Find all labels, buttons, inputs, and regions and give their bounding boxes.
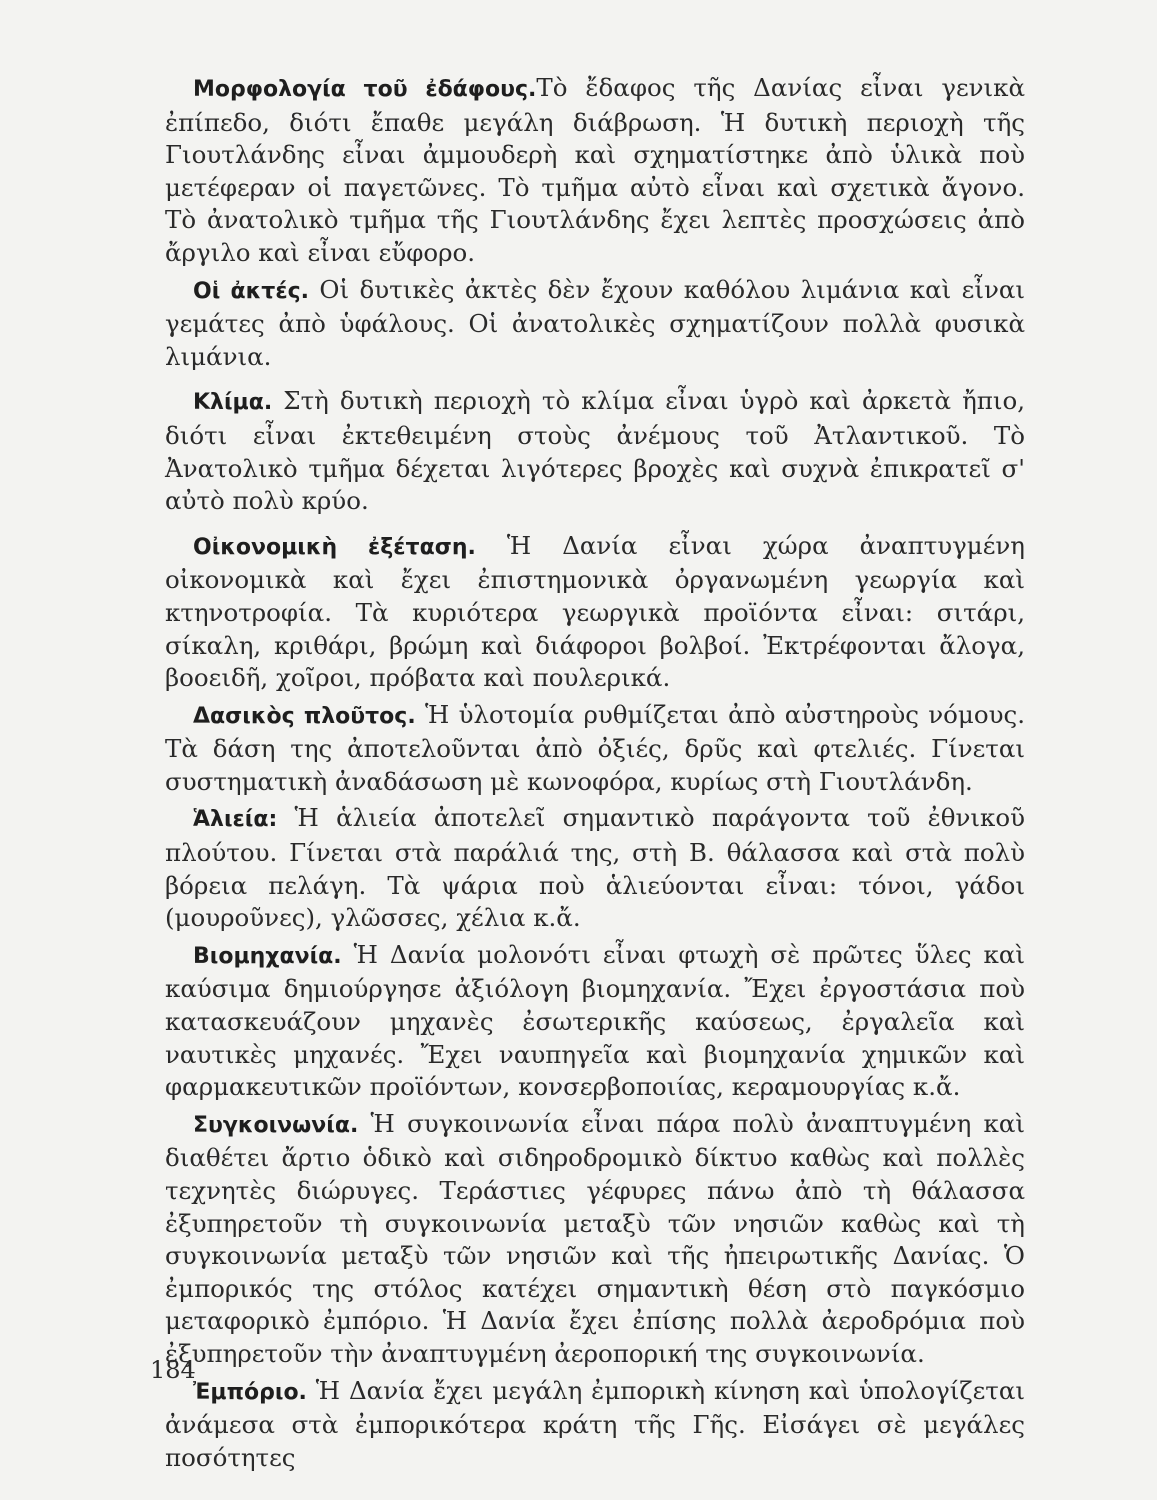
paragraph-soil-morphology — [165, 72, 1025, 270]
heading-forestry: Δασικὸς πλοῦτος. — [193, 703, 416, 729]
text-soil-morphology: Τὸ ἔδαφος τῆς Δανίας εἶναι γενικὰ ἐπίπεδο, διότι ἔπαθε μεγάλη διάβρωση. Ἡ δυτικὴ περιοχὴ τῆς Γιουτλάνδης εἶναι ἀμμουδερὴ καὶ σχηματίστηκε ἀπὸ ὑλικὰ ποὺ μετέφεραν οἱ παγετῶνες. Τὸ τμῆμα αὐτὸ εἶναι καὶ σχετικὰ ἄγονο. Τὸ ἀνατολικὸ τμῆμα τῆς Γιουτλάνδης ἔχει λεπτὲς προσχώσεις ἀπὸ ἄργιλο καὶ εἶναι εὔφορο. — [165, 73, 1026, 267]
text-coasts: Οἱ δυτικὲς ἀκτὲς δὲν ἔχουν καθόλου λιμάνια καὶ εἶναι γεμάτες ἀπὸ ὑφάλους. Οἱ ἀνατολικὲς σχηματίζουν πολλὰ φυσικὰ λιμάνια. — [165, 274, 1025, 371]
text-fishing: Ἡ ἁλιεία ἀποτελεῖ σημαντικὸ παράγοντα τοῦ ἐθνικοῦ πλούτου. Γίνεται στὰ παράλιά της, στὴ Β. θάλασσα καὶ στὰ πολὺ βόρεια πελάγη. Τὰ ψάρια ποὺ ἁλιεύονται εἶναι: τόνοι, γάδοι (μουροῦνες), γλῶσσες, χέλια κ.ἄ. — [165, 803, 1025, 933]
book-page-text — [165, 72, 1025, 1478]
text-forestry: Ἡ ὑλοτομία ρυθμίζεται ἀπὸ αὐστηροὺς νόμους. Τὰ δάση της ἀποτελοῦνται ἀπὸ ὀξιές, δρῦς καὶ φτελιές. Γίνεται συστηματικὴ ἀναδάσωση μὲ κωνοφόρα, κυρίως στὴ Γιουτλάνδη. — [165, 699, 1025, 796]
paragraph-transport — [165, 1108, 1025, 1371]
page-number: 184 — [150, 1356, 196, 1384]
paragraph-forestry — [165, 699, 1025, 799]
text-industry: Ἡ Δανία μολονότι εἶναι φτωχὴ σὲ πρῶτες ὕλες καὶ καύσιμα δημιούργησε ἀξιόλογη βιομηχανία. Ἔχει ἐργοστάσια ποὺ κατασκευάζουν μηχανὲς ἐσωτερικῆς καύσεως, ἐργαλεῖα καὶ ναυτικὲς μηχανές. Ἔχει ναυπηγεῖα καὶ βιομηχανία χημικῶν καὶ φαρμακευτικῶν προϊόντων, κονσερβοποιίας, κεραμουργίας κ.ἄ. — [165, 939, 1025, 1102]
text-economy: Ἡ Δανία εἶναι χώρα ἀναπτυγμένη οἰκονομικὰ καὶ ἔχει ἐπιστημονικὰ ὀργανωμένη γεωργία καὶ κτηνοτροφία. Τὰ κυριότερα γεωργικὰ προϊόντα εἶναι: σιτάρι, σίκαλη, κριθάρι, βρώμη καὶ διάφοροι βολβοί. Ἐκτρέφονται ἄλογα, βοοειδῆ, χοῖροι, πρόβατα καὶ πουλερικά. — [165, 530, 1025, 693]
heading-industry: Βιομηχανία. — [193, 943, 342, 969]
heading-transport: Συγκοινωνία. — [193, 1112, 359, 1138]
paragraph-economy — [165, 530, 1025, 695]
paragraph-coasts — [165, 274, 1025, 374]
text-transport: Ἡ συγκοινωνία εἶναι πάρα πολὺ ἀναπτυγμένη καὶ διαθέτει ἄρτιο ὁδικὸ καὶ σιδηροδρομικὸ δίκτυο καθὼς καὶ πολλὲς τεχνητὲς διώρυγες. Τεράστιες γέφυρες πάνω ἀπὸ τὴ θάλασσα ἐξυπηρετοῦν τὴ συγκοινωνία μεταξὺ τῶν νησιῶν καθὼς καὶ τὴ συγκοινωνία μεταξὺ τῶν νησιῶν καὶ τῆς ἠπειρωτικῆς Δανίας. Ὁ ἐμπορικός της στόλος κατέχει σημαντικὴ θέση στὸ παγκόσμιο μεταφορικὸ ἐμπόριο. Ἡ Δανία ἔχει ἐπίσης πολλὰ ἀεροδρόμια ποὺ ἐξυπηρετοῦν τὴν ἀναπτυγμένη ἀεροπορική της συγκοινωνία. — [165, 1108, 1025, 1368]
heading-soil-morphology: Μορφολογία τοῦ ἐδάφους. — [193, 77, 537, 102]
paragraph-climate — [165, 385, 1025, 517]
paragraph-industry — [165, 939, 1025, 1104]
text-climate: Στὴ δυτικὴ περιοχὴ τὸ κλίμα εἶναι ὑγρὸ καὶ ἀρκετὰ ἤπιο, διότι εἶναι ἐκτεθειμένη στοὺς ἀνέμους τοῦ Ἀτλαντικοῦ. Τὸ Ἀνατολικὸ τμῆμα δέχεται λιγότερες βροχὲς καὶ συχνὰ ἐπικρατεῖ σ' αὐτὸ πολὺ κρύο. — [165, 386, 1025, 516]
heading-economy: Οἰκονομικὴ ἐξέταση. — [193, 534, 476, 560]
paragraph-trade — [165, 1375, 1025, 1475]
heading-climate: Κλίμα. — [193, 390, 273, 416]
heading-trade: Ἐμπόριο. — [193, 1379, 307, 1405]
heading-fishing: Ἁλιεία: — [193, 807, 278, 833]
heading-coasts: Οἱ ἀκτές. — [193, 278, 309, 304]
paragraph-fishing — [165, 802, 1025, 934]
text-trade: Ἡ Δανία ἔχει μεγάλη ἐμπορικὴ κίνηση καὶ ὑπολογίζεται ἀνάμεσα στὰ ἐμπορικότερα κράτη τῆς Γῆς. Εἰσάγει σὲ μεγάλες ποσότητες — [165, 1375, 1025, 1472]
